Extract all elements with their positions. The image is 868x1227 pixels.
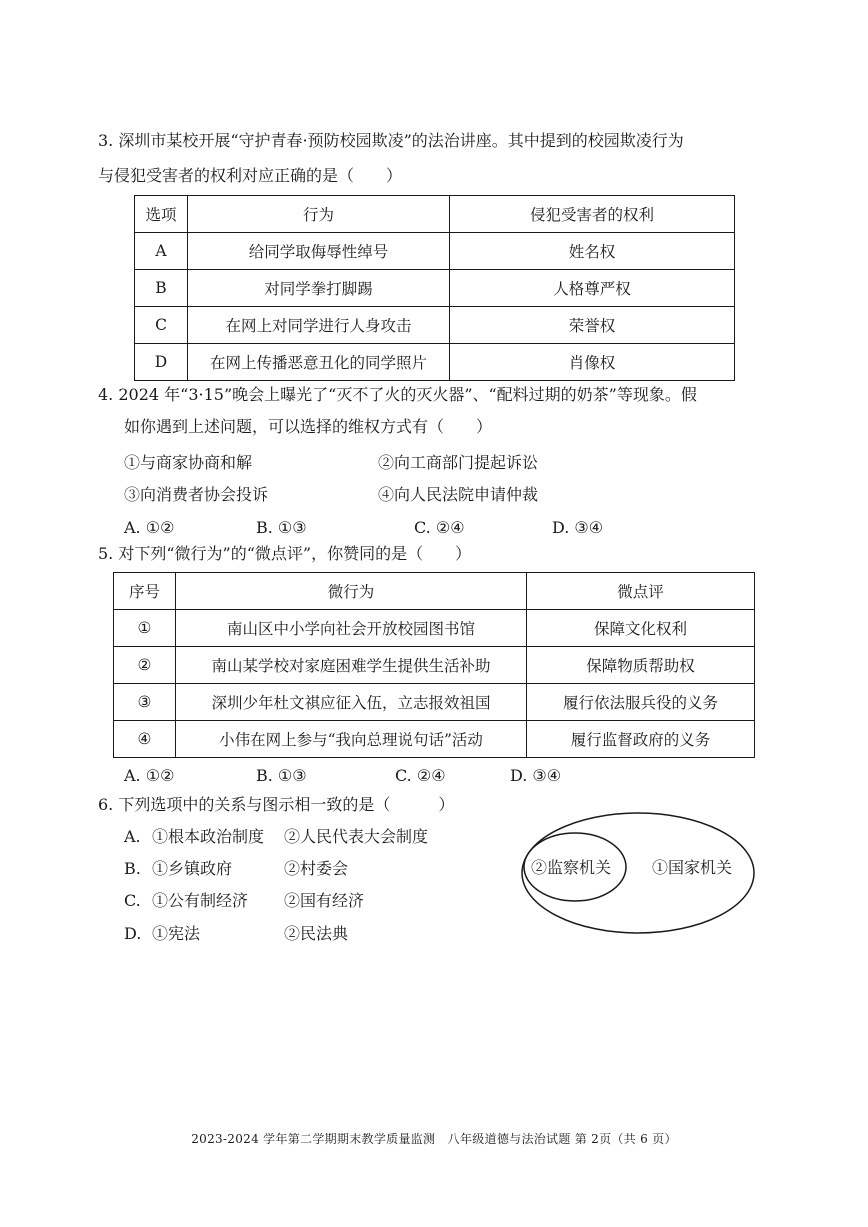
outer-label: ①国家机关 <box>652 858 733 877</box>
table-row <box>114 647 755 684</box>
q6-option-c-first: ①公有制经济 <box>152 891 249 910</box>
q4-item-1: ①与商家协商和解 <box>124 453 253 472</box>
table-row <box>114 610 755 647</box>
table-cell: 保障文化权利 <box>527 610 755 647</box>
table-cell: 姓名权 <box>450 233 735 270</box>
table-cell: 在网上对同学进行人身攻击 <box>188 307 450 344</box>
table-cell: ② <box>114 647 176 684</box>
table-cell: 南山某学校对家庭困难学生提供生活补助 <box>176 647 527 684</box>
table-row <box>114 684 755 721</box>
q6-option-d-second: ②民法典 <box>284 924 349 943</box>
table-row <box>135 344 735 381</box>
q5-table <box>113 572 755 758</box>
table-header-cell: 选项 <box>135 196 188 233</box>
table-cell: 履行监督政府的义务 <box>527 721 755 758</box>
table-cell: 荣誉权 <box>450 307 735 344</box>
table-header-cell: 微点评 <box>527 573 755 610</box>
q6-option-b-first: ①乡镇政府 <box>152 859 233 878</box>
table-row <box>135 233 735 270</box>
q5-stem-line1: 5. 对下列“微行为”的“微点评”，你赞同的是（ ） <box>98 544 472 563</box>
table-header-cell: 侵犯受害者的权利 <box>450 196 735 233</box>
q4-stem-line2: 如你遇到上述问题，可以选择的维权方式有（ ） <box>124 417 493 436</box>
q6-option-c-second: ②国有经济 <box>284 891 365 910</box>
q6-venn-diagram <box>520 810 760 936</box>
q4-stem-line1: 4. 2024 年“3·15”晚会上曝光了“灭不了火的灭火器”、“配料过期的奶茶”等现象。假 <box>98 385 697 404</box>
table-cell: 在网上传播恶意丑化的同学照片 <box>188 344 450 381</box>
q5-option-c: C. ②④ <box>395 766 446 785</box>
table-header-cell: 行为 <box>188 196 450 233</box>
table-cell: 履行依法服兵役的义务 <box>527 684 755 721</box>
q5-option-b: B. ①③ <box>256 766 307 785</box>
table-cell: 小伟在网上参与“我向总理说句话”活动 <box>176 721 527 758</box>
q6-option-b-letter: B. <box>124 859 141 878</box>
q4-option-a: A. ①② <box>124 518 175 537</box>
q4-option-b: B. ①③ <box>256 518 307 537</box>
table-header-row <box>135 196 735 233</box>
q3-stem-line1: 3. 深圳市某校开展“守护青春·预防校园欺凌”的法治讲座。其中提到的校园欺凌行为 <box>98 131 684 150</box>
q3-stem-line2: 与侵犯受害者的权利对应正确的是（ ） <box>98 166 403 185</box>
table-cell: 给同学取侮辱性绰号 <box>188 233 450 270</box>
table-row <box>114 721 755 758</box>
q4-option-d: D. ③④ <box>552 518 604 537</box>
q6-option-d-first: ①宪法 <box>152 924 201 943</box>
q4-item-4: ④向人民法院申请仲裁 <box>378 485 539 504</box>
table-cell: 深圳少年杜文祺应征入伍，立志报效祖国 <box>176 684 527 721</box>
q5-option-a: A. ①② <box>124 766 175 785</box>
page-footer: 2023-2024 学年第二学期期末教学质量监测 八年级道德与法治试题 第 2页（共 6 页） <box>191 1132 677 1146</box>
table-cell: 人格尊严权 <box>450 270 735 307</box>
q6-option-d-letter: D. <box>124 924 142 943</box>
table-cell: 南山区中小学向社会开放校园图书馆 <box>176 610 527 647</box>
table-cell: C <box>135 307 188 344</box>
inner-label: ②监察机关 <box>531 858 612 877</box>
table-cell: 肖像权 <box>450 344 735 381</box>
q4-option-c: C. ②④ <box>414 518 465 537</box>
table-row <box>135 307 735 344</box>
table-cell: ③ <box>114 684 176 721</box>
table-row <box>135 270 735 307</box>
q4-item-3: ③向消费者协会投诉 <box>124 485 269 504</box>
q5-option-d: D. ③④ <box>510 766 562 785</box>
table-header-cell: 微行为 <box>176 573 527 610</box>
table-cell: ④ <box>114 721 176 758</box>
q6-option-a-letter: A. <box>124 827 141 846</box>
q6-option-c-letter: C. <box>124 891 141 910</box>
table-cell: 保障物质帮助权 <box>527 647 755 684</box>
q3-table <box>134 195 735 381</box>
table-header-cell: 序号 <box>114 573 176 610</box>
table-cell: D <box>135 344 188 381</box>
q6-stem-line1: 6. 下列选项中的关系与图示相一致的是（ ） <box>98 795 455 814</box>
table-cell: A <box>135 233 188 270</box>
table-cell: ① <box>114 610 176 647</box>
table-cell: B <box>135 270 188 307</box>
q6-option-a-first: ①根本政治制度 <box>152 827 265 846</box>
table-cell: 对同学拳打脚踢 <box>188 270 450 307</box>
q6-option-a-second: ②人民代表大会制度 <box>284 827 429 846</box>
table-header-row <box>114 573 755 610</box>
q4-item-2: ②向工商部门提起诉讼 <box>378 453 539 472</box>
q6-option-b-second: ②村委会 <box>284 859 349 878</box>
